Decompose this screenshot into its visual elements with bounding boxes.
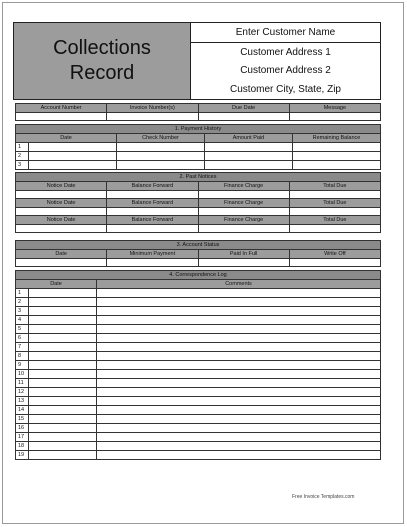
row-number: 14 [16,406,29,415]
table-cell[interactable] [16,259,107,267]
comments-cell[interactable] [97,388,381,397]
table-cell[interactable] [107,208,198,216]
date-cell[interactable] [29,397,97,406]
payment-history-table [15,124,381,170]
col-finance-charge: Finance Charge [198,199,289,208]
col-balance-forward: Balance Forward [107,199,198,208]
section-title: 2. Past Notices [16,173,381,182]
col-finance-charge: Finance Charge [198,182,289,191]
table-cell[interactable] [289,208,380,216]
table-cell[interactable] [205,152,293,161]
row-number: 2 [16,298,29,307]
row-number: 17 [16,433,29,442]
row-number: 12 [16,388,29,397]
col-amount-paid: Amount Paid [205,134,293,143]
col-total-due: Total Due [289,216,380,225]
comments-cell[interactable] [97,370,381,379]
table-cell[interactable] [205,161,293,170]
row-number: 16 [16,424,29,433]
row-number: 3 [16,307,29,316]
date-cell[interactable] [29,316,97,325]
table-cell[interactable] [293,161,381,170]
row-number: 9 [16,361,29,370]
col-balance-forward: Balance Forward [107,182,198,191]
table-cell[interactable] [107,259,198,267]
title-line-1: Collections [53,37,151,59]
date-cell[interactable] [29,307,97,316]
section-title: 4. Correspondence Log [16,271,381,280]
date-cell[interactable] [29,433,97,442]
table-cell[interactable] [29,152,117,161]
date-cell[interactable] [29,451,97,460]
table-cell[interactable] [293,143,381,152]
customer-city-field[interactable]: Customer City, State, Zip [230,84,341,96]
col-write-off: Write Off [289,250,380,259]
comments-cell[interactable] [97,424,381,433]
correspondence-log-table [15,270,381,460]
col-notice-date: Notice Date [16,182,107,191]
col-due-date: Due Date [198,104,289,113]
past-notices-table [15,172,381,233]
col-comments: Comments [97,280,381,289]
customer-address1-field[interactable]: Customer Address 1 [240,46,331,58]
date-cell[interactable] [29,334,97,343]
col-total-due: Total Due [289,182,380,191]
account-status-table [15,240,381,267]
col-date: Date [16,250,107,259]
row-number: 18 [16,442,29,451]
comments-cell[interactable] [97,307,381,316]
comments-cell[interactable] [97,325,381,334]
table-cell[interactable] [293,152,381,161]
table-cell[interactable] [107,225,198,233]
account-table [15,103,381,121]
row-number: 3 [16,161,29,170]
date-cell[interactable] [29,406,97,415]
col-paid-in-full: Paid In Full [198,250,289,259]
comments-cell[interactable] [97,406,381,415]
date-cell[interactable] [29,424,97,433]
comments-cell[interactable] [97,442,381,451]
row-number: 10 [16,370,29,379]
col-date: Date [16,280,97,289]
date-cell[interactable] [29,442,97,451]
table-cell[interactable] [289,225,380,233]
row-number: 19 [16,451,29,460]
row-number: 11 [16,379,29,388]
table-cell[interactable] [198,191,289,199]
table-cell[interactable] [198,225,289,233]
table-cell[interactable] [16,208,107,216]
message-cell[interactable] [289,113,380,121]
date-cell[interactable] [29,370,97,379]
customer-name-field[interactable]: Enter Customer Name [191,23,380,43]
table-cell[interactable] [117,143,205,152]
comments-cell[interactable] [97,298,381,307]
col-invoice-number: Invoice Number(s) [107,104,198,113]
comments-cell[interactable] [97,334,381,343]
customer-address2-field[interactable]: Customer Address 2 [240,65,331,77]
col-check-number: Check Number [117,134,205,143]
col-minimum-payment: Minimum Payment [107,250,198,259]
row-number: 7 [16,343,29,352]
col-message: Message [289,104,380,113]
row-number: 13 [16,397,29,406]
col-finance-charge: Finance Charge [198,216,289,225]
date-cell[interactable] [29,415,97,424]
col-balance-forward: Balance Forward [107,216,198,225]
form-title [14,23,191,99]
date-cell[interactable] [29,298,97,307]
table-cell[interactable] [107,191,198,199]
account-number-cell[interactable] [16,113,107,121]
table-cell[interactable] [29,143,117,152]
table-cell[interactable] [29,161,117,170]
date-cell[interactable] [29,343,97,352]
row-number: 4 [16,316,29,325]
invoice-number-cell[interactable] [107,113,198,121]
comments-cell[interactable] [97,451,381,460]
row-number: 2 [16,152,29,161]
col-total-due: Total Due [289,199,380,208]
col-notice-date: Notice Date [16,199,107,208]
table-cell[interactable] [205,143,293,152]
date-cell[interactable] [29,289,97,298]
comments-cell[interactable] [97,352,381,361]
table-cell[interactable] [117,152,205,161]
col-remaining-balance: Remaining Balance [293,134,381,143]
title-line-2: Record [69,62,135,84]
col-account-number: Account Number [16,104,107,113]
table-cell[interactable] [16,225,107,233]
comments-cell[interactable] [97,316,381,325]
comments-cell[interactable] [97,415,381,424]
footer-text: Free Invoice Templates.com [292,494,355,500]
customer-info [191,23,380,99]
date-cell[interactable] [29,379,97,388]
date-cell[interactable] [29,388,97,397]
row-number: 15 [16,415,29,424]
comments-cell[interactable] [97,433,381,442]
col-date: Date [16,134,117,143]
form-header [13,22,381,100]
comments-cell[interactable] [97,397,381,406]
table-cell[interactable] [198,259,289,267]
table-cell[interactable] [16,191,107,199]
due-date-cell[interactable] [198,113,289,121]
row-number: 8 [16,352,29,361]
row-number: 1 [16,143,29,152]
date-cell[interactable] [29,325,97,334]
row-number: 6 [16,334,29,343]
row-number: 5 [16,325,29,334]
date-cell[interactable] [29,361,97,370]
date-cell[interactable] [29,352,97,361]
comments-cell[interactable] [97,289,381,298]
section-title: 3. Account Status [16,241,381,250]
row-number: 1 [16,289,29,298]
table-cell[interactable] [117,161,205,170]
table-cell[interactable] [289,191,380,199]
comments-cell[interactable] [97,361,381,370]
table-cell[interactable] [198,208,289,216]
comments-cell[interactable] [97,379,381,388]
table-cell[interactable] [289,259,380,267]
col-notice-date: Notice Date [16,216,107,225]
section-title: 1. Payment History [16,125,381,134]
comments-cell[interactable] [97,343,381,352]
